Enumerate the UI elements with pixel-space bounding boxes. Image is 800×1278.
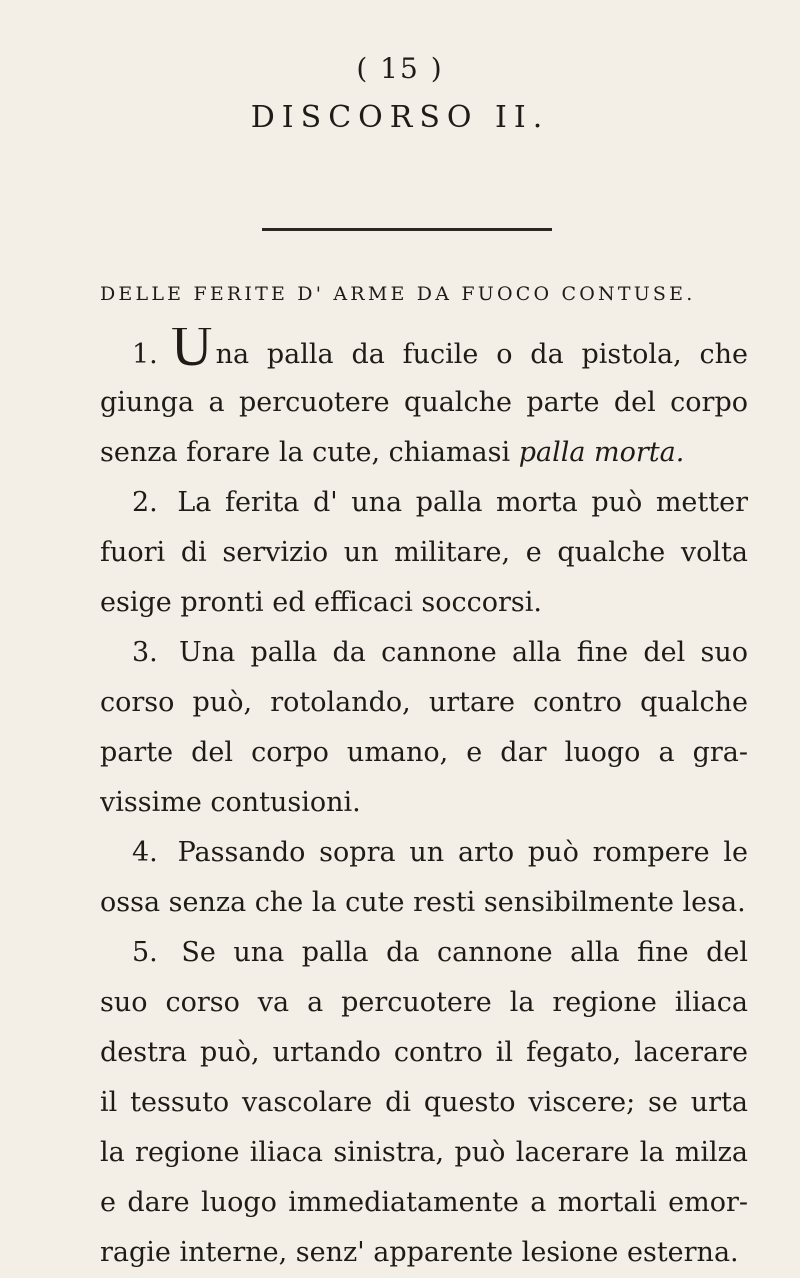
- paragraph-number: 3.: [132, 637, 158, 668]
- paragraph-number: 5.: [132, 937, 158, 968]
- title-rule: [262, 228, 552, 231]
- text-line-content: senza forare la cute, chiamasi: [100, 437, 511, 468]
- text-line-content: Passando sopra un arto può rompere le: [177, 837, 748, 868]
- text-line: ossa senza che la cute resti sensibilmente lesa.: [100, 887, 746, 918]
- paragraph-number: 2.: [132, 487, 158, 518]
- text-line: il tessuto vascolare di questo viscere; se urta: [100, 1087, 748, 1118]
- paragraph-number: 1.: [132, 339, 158, 370]
- text-line: corso può, rotolando, urtare contro qualche: [100, 687, 748, 718]
- text-line: ragie interne, senz' apparente lesione esterna.: [100, 1237, 739, 1268]
- text-line: [100, 628, 748, 678]
- text-line: giunga a percuotere qualche parte del corpo: [100, 387, 748, 418]
- text-line: esige pronti ed efficaci soccorsi.: [100, 587, 543, 618]
- text-line-content: na palla da fucile o da pistola, che: [215, 339, 748, 370]
- text-line: suo corso va a percuotere la regione iliaca: [100, 987, 748, 1018]
- text-line: parte del corpo umano, e dar luogo a gra-: [100, 737, 748, 768]
- drop-cap: U: [169, 328, 214, 378]
- text-line-content: Se una palla da cannone alla fine del: [181, 937, 748, 968]
- italic-term: palla morta.: [518, 437, 685, 468]
- page-number: ( 15 ): [356, 52, 444, 85]
- text-line: fuori di servizio un militare, e qualche volta: [100, 537, 748, 568]
- text-line: [100, 428, 748, 478]
- text-line: vissime contusioni.: [100, 787, 361, 818]
- chapter-title: DISCORSO II.: [250, 100, 550, 135]
- text-line: la regione iliaca sinistra, può lacerare la milza: [100, 1137, 748, 1168]
- text-line: destra può, urtando contro il fegato, lacerare: [100, 1037, 748, 1068]
- text-line: [100, 928, 748, 978]
- text-line: [100, 828, 748, 878]
- text-line: e dare luogo immediatamente a mortali emor-: [100, 1187, 748, 1218]
- text-line: [100, 328, 748, 378]
- paragraph-number: 4.: [132, 837, 158, 868]
- body-text: [100, 328, 748, 1278]
- text-line: [100, 478, 748, 528]
- text-line-content: La ferita d' una palla morta può metter: [177, 487, 748, 518]
- text-line-content: Una palla da cannone alla fine del suo: [179, 637, 748, 668]
- section-subtitle: DELLE FERITE D' ARME DA FUOCO CONTUSE.: [100, 283, 696, 305]
